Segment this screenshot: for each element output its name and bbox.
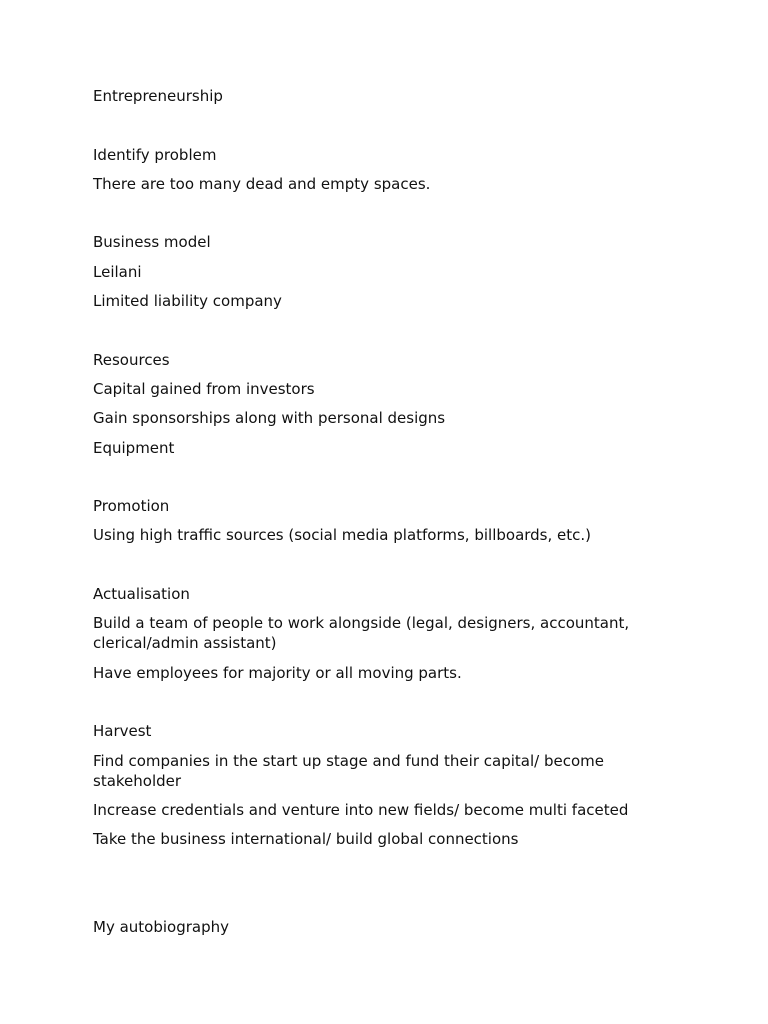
section-heading-promotion: Promotion [93,497,170,516]
paragraph: Capital gained from investors [93,379,315,398]
paragraph: Leilani [93,262,142,281]
section-heading-resources: Resources [93,350,170,369]
paragraph: There are too many dead and empty spaces. [93,174,431,193]
paragraph: Gain sponsorships along with personal designs [93,409,446,428]
paragraph: Have employees for majority or all moving parts. [93,663,462,682]
paragraph: Increase credentials and venture into new fields/ become multi faceted [93,800,629,819]
document-body [93,86,673,946]
paragraph: Using high traffic sources (social media platforms, billboards, etc.) [93,526,592,545]
section-heading-actualisation: Actualisation [93,585,190,604]
section-heading-harvest: Harvest [93,722,152,741]
section-heading-identify-problem: Identify problem [93,145,217,164]
section-heading-business-model: Business model [93,233,211,252]
paragraph: Take the business international/ build global connections [93,830,519,849]
next-section-title: My autobiography [93,918,229,937]
paragraph: Equipment [93,438,175,457]
document-title: Entrepreneurship [93,87,223,105]
paragraph: Build a team of people to work alongside (legal, designers, accountant, clerical/admin assistant) [93,614,630,653]
paragraph: Find companies in the start up stage and fund their capital/ become stakeholder [93,751,604,790]
paragraph: Limited liability company [93,292,282,311]
